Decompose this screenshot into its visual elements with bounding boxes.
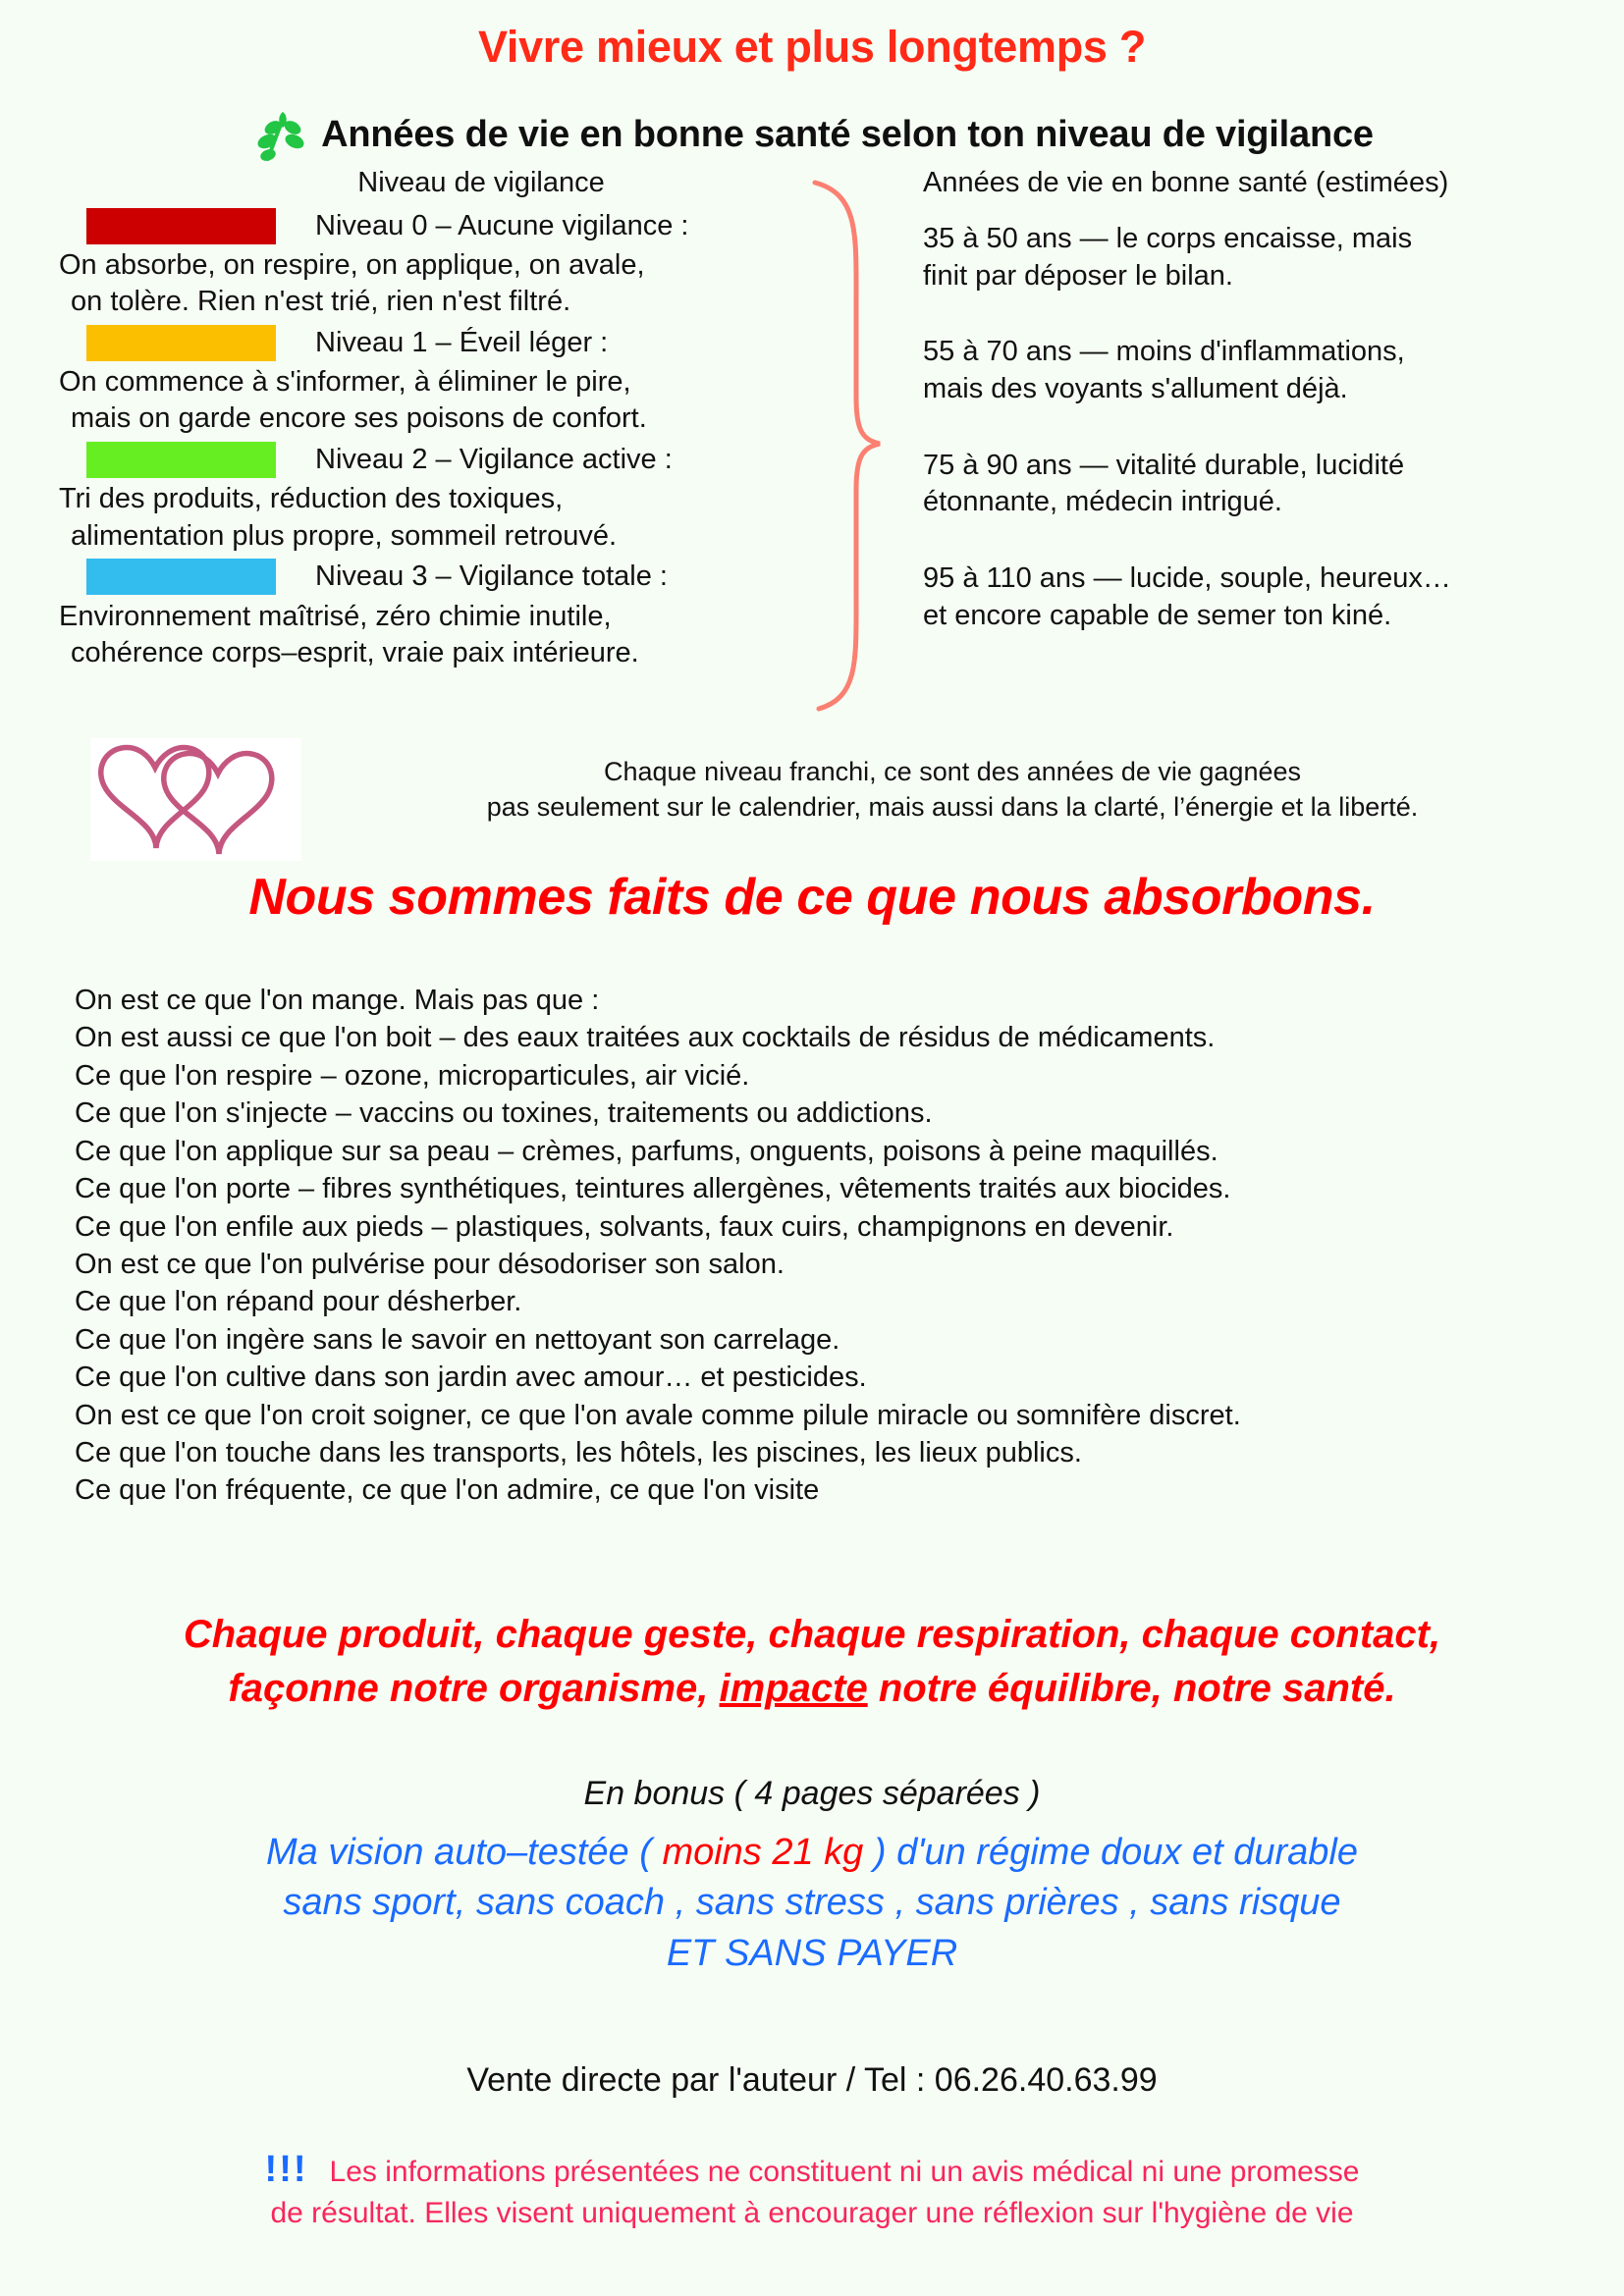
- level-row: [59, 205, 805, 320]
- bonus-heading: En bonus ( 4 pages séparées ): [583, 1775, 1041, 1812]
- level-row: [59, 322, 805, 437]
- level-color-swatch: [86, 325, 276, 361]
- conclusion-emphasis: impacte: [719, 1667, 868, 1711]
- years-line: 75 à 90 ans — vitalité durable, lucidité: [923, 449, 1405, 481]
- level-description-line: alimentation plus propre, sommeil retrouvé.: [71, 519, 618, 552]
- bonus-line: [0, 1828, 1624, 1878]
- level-headline: [59, 322, 805, 363]
- level-description: [59, 364, 805, 437]
- tagline-line: pas seulement sur le calendrier, mais aussi dans la clarté, l’énergie et la liberté.: [486, 792, 1419, 823]
- conclusion-text-b: notre équilibre, notre santé.: [867, 1667, 1396, 1711]
- years-row: [923, 561, 1610, 634]
- body-line: Ce que l'on enfile aux pieds – plastiques, solvants, faux cuirs, champignons en devenir.: [75, 1210, 1174, 1243]
- level-headline: [59, 205, 805, 246]
- disclaimer-line: [0, 2146, 1624, 2194]
- disclaimer-text: Les informations présentées ne constituent ni un avis médical ni une promesse: [329, 2156, 1360, 2188]
- levels-column: [59, 167, 805, 673]
- weight-loss-highlight: moins 21 kg: [662, 1832, 864, 1873]
- years-line: étonnante, médecin intrigué.: [923, 486, 1282, 518]
- body-list: [75, 982, 1587, 1510]
- body-line: Ce que l'on ingère sans le savoir en nettoyant son carrelage.: [75, 1323, 840, 1356]
- disclaimer-line: de résultat. Elles visent uniquement à encourager une réflexion sur l'hygiène de vie: [270, 2197, 1354, 2230]
- bonus-text-a: Ma vision auto–testée (: [266, 1832, 663, 1873]
- years-line: 35 à 50 ans — le corps encaisse, mais: [923, 223, 1413, 254]
- body-line: On est ce que l'on mange. Mais pas que :: [75, 985, 600, 1016]
- tagline: [334, 754, 1571, 826]
- level-name: Niveau 1 – Éveil léger :: [315, 326, 609, 358]
- bonus-body: [0, 1828, 1624, 1979]
- conclusion-line: Chaque produit, chaque geste, chaque respiration, chaque contact,: [183, 1613, 1441, 1656]
- conclusion-line: [0, 1662, 1624, 1716]
- years-row: [923, 221, 1610, 294]
- bonus-line: ET SANS PAYER: [666, 1932, 958, 1974]
- years-line: et encore capable de semer ton kiné.: [923, 599, 1392, 631]
- levels-table: [0, 167, 1624, 717]
- level-name: Niveau 3 – Vigilance totale :: [315, 561, 668, 593]
- years-line: finit par déposer le bilan.: [923, 259, 1233, 292]
- body-line: Ce que l'on porte – fibres synthétiques, teintures allergènes, vêtements traités aux biocides.: [75, 1173, 1231, 1205]
- body-line: On est ce que l'on pulvérise pour désodoriser son salon.: [75, 1248, 785, 1280]
- body-line: Ce que l'on respire – ozone, microparticules, air vicié.: [75, 1059, 750, 1092]
- level-description-line: on tolère. Rien n'est trié, rien n'est filtré.: [71, 286, 571, 318]
- disclaimer: [0, 2146, 1624, 2232]
- level-row: [59, 439, 805, 554]
- level-description-line: cohérence corps–esprit, vraie paix intérieure.: [71, 636, 639, 668]
- page-title: Vivre mieux et plus longtemps ?: [477, 22, 1147, 72]
- subtitle-text: Années de vie en bonne santé selon ton niveau de vigilance: [321, 113, 1374, 155]
- body-line: Ce que l'on touche dans les transports, les hôtels, les piscines, les lieux publics.: [75, 1437, 1082, 1469]
- levels-column-header: Niveau de vigilance: [357, 167, 605, 198]
- conclusion-text-a: façonne notre organisme,: [228, 1667, 720, 1711]
- years-column: [923, 167, 1610, 674]
- body-line: Ce que l'on applique sur sa peau – crèmes, parfums, onguents, poisons à peine maquillés.: [75, 1135, 1218, 1167]
- subtitle-row: [0, 104, 1624, 165]
- leaf-branch-icon: [250, 104, 311, 165]
- years-row: [923, 334, 1610, 407]
- level-description-line: Tri des produits, réduction des toxiques,: [59, 483, 564, 515]
- level-description-line: mais on garde encore ses poisons de confort.: [71, 402, 647, 435]
- level-description: [59, 481, 805, 554]
- years-line: 55 à 70 ans — moins d'inflammations,: [923, 336, 1405, 368]
- body-line: Ce que l'on fréquente, ce que l'on admire, ce que l'on visite: [75, 1474, 820, 1507]
- level-description-line: On commence à s'informer, à éliminer le pire,: [59, 366, 631, 399]
- conclusion: [0, 1608, 1624, 1716]
- main-statement: Nous sommes faits de ce que nous absorbons.: [248, 869, 1376, 926]
- bonus-text-b: ) d'un régime doux et durable: [863, 1832, 1358, 1873]
- warning-marks-icon: !!!: [264, 2149, 308, 2190]
- level-color-swatch: [86, 559, 276, 595]
- years-line: mais des voyants s'allument déjà.: [923, 373, 1348, 405]
- years-line: 95 à 110 ans — lucide, souple, heureux…: [923, 562, 1451, 595]
- level-headline: [59, 439, 805, 480]
- level-color-swatch: [86, 442, 276, 478]
- level-description-line: Environnement maîtrisé, zéro chimie inutile,: [59, 600, 612, 632]
- level-name: Niveau 2 – Vigilance active :: [315, 443, 673, 475]
- level-color-swatch: [86, 208, 276, 244]
- level-description: [59, 599, 805, 671]
- level-description: [59, 247, 805, 320]
- bonus-line: sans sport, sans coach , sans stress , sans prières , sans risque: [283, 1882, 1341, 1924]
- level-description-line: On absorbe, on respire, on applique, on avale,: [59, 249, 645, 281]
- two-hearts-icon: [90, 738, 301, 861]
- tagline-line: Chaque niveau franchi, ce sont des années de vie gagnées: [603, 757, 1301, 786]
- level-headline: [59, 557, 805, 598]
- level-row: [59, 557, 805, 671]
- level-name: Niveau 0 – Aucune vigilance :: [315, 209, 689, 241]
- years-column-header: Années de vie en bonne santé (estimées): [923, 167, 1449, 198]
- years-row: [923, 448, 1610, 521]
- body-line: On est aussi ce que l'on boit – des eaux traitées aux cocktails de résidus de médicaments.: [75, 1022, 1216, 1054]
- body-line: On est ce que l'on croit soigner, ce que l'on avale comme pilule miracle ou somnifère discret.: [75, 1399, 1241, 1431]
- sale-contact-line: Vente directe par l'auteur / Tel : 06.26.40.63.99: [466, 2061, 1158, 2099]
- body-line: Ce que l'on répand pour désherber.: [75, 1286, 522, 1318]
- body-line: Ce que l'on s'injecte – vaccins ou toxines, traitements ou addictions.: [75, 1097, 933, 1130]
- body-line: Ce que l'on cultive dans son jardin avec amour… et pesticides.: [75, 1362, 867, 1394]
